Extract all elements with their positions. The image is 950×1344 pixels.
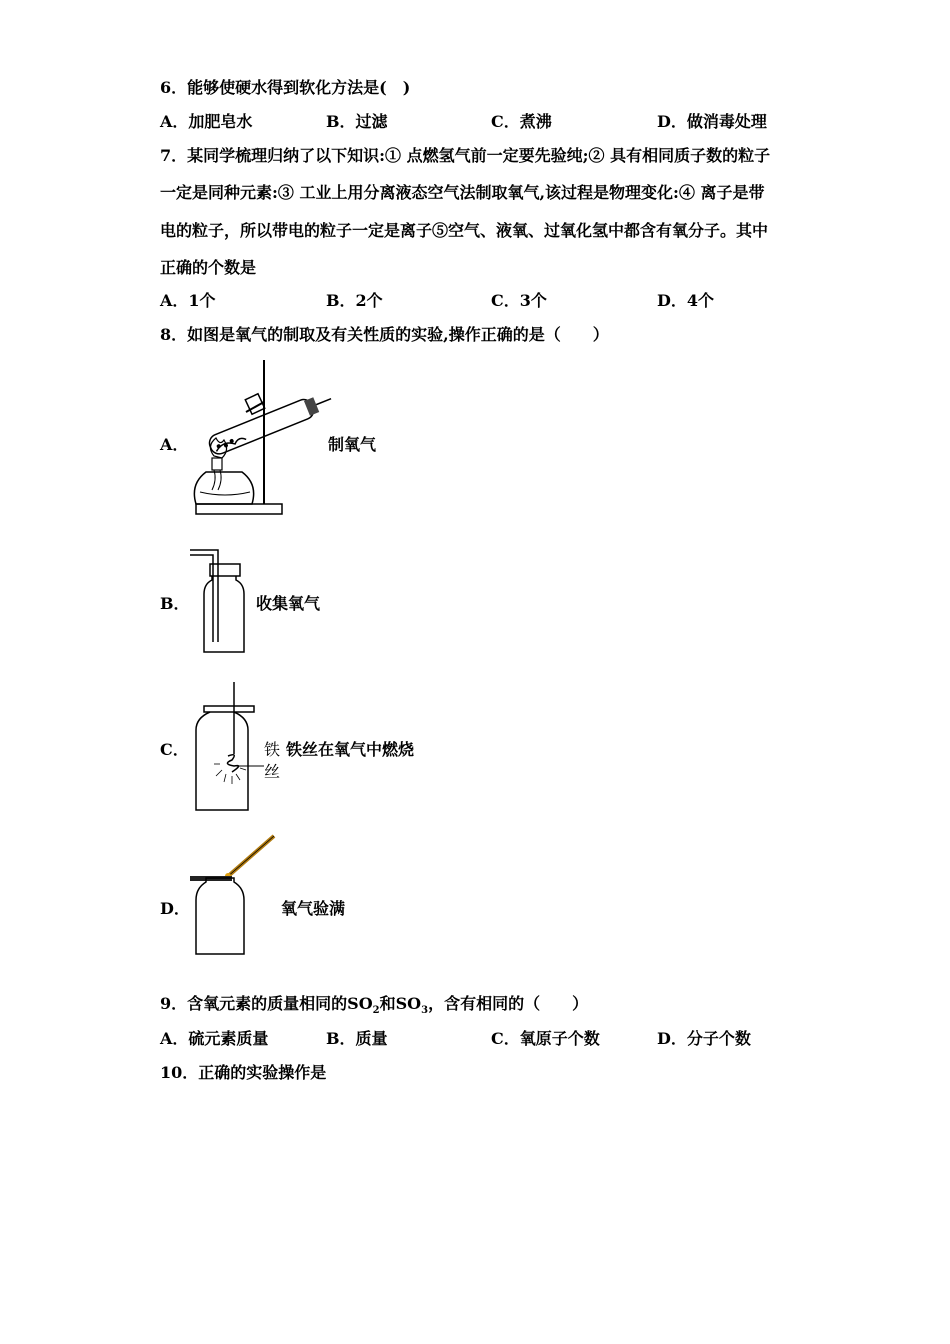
q7-option-b[interactable]: B．2个 [326,291,383,310]
q6-option-d[interactable]: D．做消毒处理 [657,112,767,131]
q8-option-a-letter[interactable]: A． [160,435,189,454]
q6-option-a[interactable]: A．加肥皂水 [160,112,253,131]
q7-option-c[interactable]: C．3个 [491,291,547,310]
gas-collection-bottle-figure [188,546,254,658]
q8-option-c-caption: 铁丝在氧气中燃烧 [286,740,415,759]
q8-option-b-caption: 收集氧气 [256,594,321,613]
q9-option-d[interactable]: D．分子个数 [657,1029,751,1048]
q9-stem-mid: 和SO [379,994,422,1013]
iron-wire-label-bottom: 丝 [264,762,281,781]
q7-option-a[interactable]: A．1个 [160,291,216,310]
q9-sub-2: 2 [372,1005,380,1017]
q9-stem [160,994,588,1021]
q10-stem: 10．正确的实验操作是 [160,1063,327,1082]
q8-option-c-letter[interactable]: C． [160,740,189,759]
q7-option-d[interactable]: D．4个 [657,291,715,310]
q7-stem-line-3: 电的粒子，所以带电的粒子一定是离子⑤空气、液氧、过氧化氢中都含有氧分子。其中 [160,221,769,240]
oxygen-full-test-figure [188,832,284,958]
q9-option-c[interactable]: C．氧原子个数 [491,1029,600,1048]
q8-stem: 8．如图是氧气的制取及有关性质的实验,操作正确的是（ ） [160,325,609,344]
q9-stem-prefix: 9．含氧元素的质量相同的SO [160,994,373,1013]
q8-option-b-letter[interactable]: B． [160,594,190,613]
q9-option-b[interactable]: B．质量 [326,1029,388,1048]
q7-stem-line-2: 一定是同种元素:③ 工业上用分离液态空气法制取氧气,该过程是物理变化:④ 离子是带 [160,183,765,202]
q6-stem: 6．能够使硬水得到软化方法是( ) [160,78,411,97]
q9-sub-3: 3 [421,1005,429,1017]
q8-option-d-caption: 氧气验满 [281,899,346,918]
q7-stem-line-4: 正确的个数是 [160,258,257,277]
iron-wire-label-top: 铁 [264,740,281,759]
q9-stem-suffix: ，含有相同的（ ） [428,994,589,1013]
q6-option-b[interactable]: B．过滤 [326,112,388,131]
q8-option-d-letter[interactable]: D． [160,899,190,918]
q8-option-a-caption: 制氧气 [328,435,377,454]
q9-option-a[interactable]: A．硫元素质量 [160,1029,269,1048]
q6-option-c[interactable]: C．煮沸 [491,112,552,131]
q7-stem-line-1: 7．某同学梳理归纳了以下知识:① 点燃氢气前一定要先验纯;② 具有相同质子数的粒子 [160,146,771,165]
oxygen-generation-apparatus-figure [188,356,338,520]
